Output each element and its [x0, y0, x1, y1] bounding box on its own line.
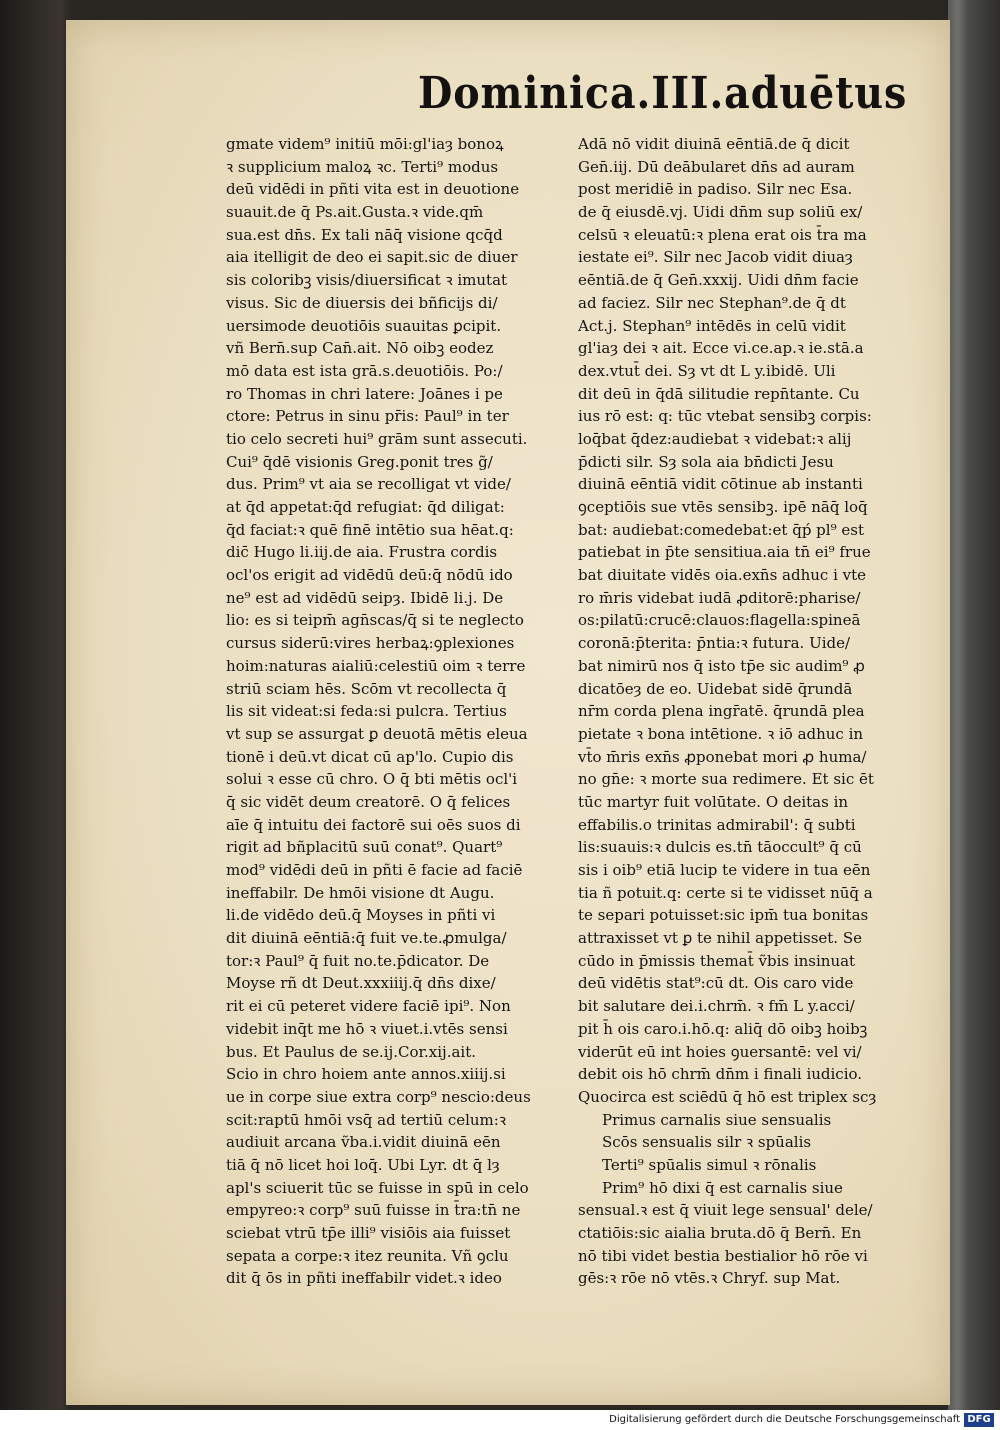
text-line: de q̄ eiusdē.vj. Uidi dn̄m sup soliū ex/ — [578, 203, 863, 222]
text-line: Quocirca est sciēdū q̄ hō est triplex scȝ — [578, 1087, 877, 1106]
text-line: ineffabilr. De hmōi visione dt Augu. — [226, 883, 495, 902]
text-line: ꝯceptiōis sue vtēs sensibꝫ. ipē nāq̄ loq̄ — [578, 498, 868, 516]
text-line: vt̄o m̄ris exn̄s ꝓponebat mori ꝓ huma/ — [578, 747, 867, 766]
text-line: effabilis.o trinitas admirabil': q̄ subti — [578, 815, 856, 834]
text-line: post meridiē in padiso. Silr nec Esa. — [578, 180, 853, 199]
text-line: dus. Prim⁹ vt aia se recolligat vt vide/ — [226, 475, 511, 494]
text-line: videbit inq̄t me hō ꝛ viuet.i.vtēs sensi — [226, 1019, 508, 1038]
text-line: os:pilatū:crucē:clauos:flagella:spineā — [578, 611, 861, 630]
text-line: ctore: Petrus in sinu pr̄is: Paul⁹ in ter — [226, 407, 509, 426]
text-line: gl'iaȝ dei ꝛ ait. Ecce vi.ce.ap.ꝛ ie.stā.a — [578, 339, 864, 358]
text-line: ad faciez. Silr nec Stephan⁹.de q̄ dt — [578, 293, 846, 312]
text-line: tio celo secreti hui⁹ grām sunt assecuti. — [226, 429, 528, 448]
text-line: ius rō est: q: tūc vtebat sensibꝫ corpis: — [578, 407, 872, 426]
text-line: ne⁹ est ad vidēdū seipȝ. Ibidē li.j. De — [226, 588, 504, 607]
text-line: rit ei cū peteret videre faciē ipi⁹. Non — [226, 997, 511, 1016]
text-line: apl's sciuerit tūc se fuisse in spū in celo — [226, 1178, 529, 1197]
text-line: lis sit videat:si feda:si pulcra. Tertius — [226, 702, 507, 721]
text-line: li.de vidēdo deū.q̄ Moyses in pñti vi — [226, 906, 496, 925]
text-line: deū vidēdi in pñti vita est in deuotione — [226, 180, 520, 199]
text-line: debit ois hō chrm̄ dn̄m i finali iudicio. — [578, 1065, 863, 1084]
text-line: Adā nō vidit diuinā eēntiā.de q̄ dicit — [578, 135, 850, 153]
text-line: bat diuitate vidēs oia.exn̄s adhuc i vte — [578, 566, 867, 585]
text-line: pietate ꝛ bona intētione. ꝛ iō adhuc in — [578, 724, 864, 743]
text-line: deū vidētis stat⁹:cū dt. Ois caro vide — [578, 974, 854, 993]
text-line: at q̄d appetat:q̄d refugiat: q̄d diligat: — [226, 498, 505, 516]
text-line: ꝛ supplicium maloꝝ ꝛc. Terti⁹ modus — [226, 157, 499, 176]
text-line: Scio in chro hoiem ante annos.xiiij.si — [226, 1065, 506, 1084]
text-line: ro Thomas in chri latere: Joānes i pe — [226, 384, 503, 403]
text-line: gmate videm⁹ initiū mōi:gl'iaȝ bonoꝝ — [226, 135, 504, 153]
text-line: hoim:naturas aialiū:celestiū oim ꝛ terre — [226, 656, 526, 675]
text-line: mō data est ista grā.s.deuotiōis. Po:/ — [226, 361, 503, 380]
text-line: sciebat vtrū tp̄e illi⁹ visiōis aia fuisset — [226, 1224, 511, 1242]
text-line: cursus siderū:vires herbaꝝ:ꝯplexiones — [226, 634, 515, 653]
text-line: dex.vtut̄ dei. Sȝ vt dt L y.ibidē. Uli — [578, 361, 836, 380]
text-line: q̄d faciat:ꝛ quē finē intētio sua hēat.q: — [226, 520, 514, 539]
text-line: scit:raptū hmōi vsq̄ ad tertiū celum:ꝛ — [226, 1110, 506, 1129]
text-line: suauit.de q̄ Ps.ait.Gusta.ꝛ vide.qm̄ — [226, 203, 484, 222]
text-line: ue in corpe siue extra corp⁹ nescio:deus — [226, 1087, 531, 1106]
text-line: no gn̄e: ꝛ morte sua redimere. Et sic ēt — [578, 770, 874, 789]
text-line: Act.j. Stephan⁹ intēdēs in celū vidit — [578, 316, 846, 335]
text-line: sepata a corpe:ꝛ itez reunita. Vñ ꝯclu — [226, 1246, 509, 1265]
text-line: dit deū in q̄dā silitudie repn̄tante. Cu — [578, 384, 860, 403]
text-line: vñ Bern̄.sup Can̄.ait. Nō oibꝫ eodez — [226, 339, 494, 358]
text-line: aia itelligit de deo ei sapit.sic de diuer — [226, 248, 518, 267]
text-line: ocl'os erigit ad vidēdū deū:q̄ nōdū ido — [226, 566, 513, 585]
text-line: dicatōeȝ de eo. Uidebat sidē q̄rundā — [578, 679, 853, 698]
text-line: lio: es si teipm̄ agn̄scas/q̄ si te neglecto — [226, 611, 524, 630]
text-line: Prim⁹ hō dixi q̄ est carnalis siue — [602, 1178, 843, 1197]
text-line: Moyse rñ dt Deut.xxxiiij.q̄ dn̄s dixe/ — [226, 974, 496, 993]
text-line: sensual.ꝛ est q̄ viuit lege sensual' dele/ — [578, 1201, 873, 1220]
text-line: sua.est dn̄s. Ex tali nāq̄ visione qcq̄d — [226, 225, 503, 244]
text-line: iestate ei⁹. Silr nec Jacob vidit diuaȝ — [578, 248, 853, 267]
text-line: attraxisset vt ꝑ te nihil appetisset. Se — [578, 929, 862, 948]
text-line: ctatiōis:sic aialia bruta.dō q̄ Bern̄. En — [578, 1224, 862, 1242]
text-line: uersimode deuotiōis suauitas ꝑcipit. — [226, 316, 502, 335]
adjacent-page-edge — [948, 0, 1000, 1410]
book-page — [66, 20, 950, 1405]
text-line: nō tibi videt bestia bestialior hō rōe vi — [578, 1246, 868, 1265]
text-line: lis:suauis:ꝛ dulcis es.tn̄ tāoccult⁹ q̄ cū — [578, 838, 862, 857]
dfg-logo: DFG — [964, 1413, 994, 1427]
text-line: tor:ꝛ Paul⁹ q̄ fuit no.te.p̄dicator. De — [226, 951, 490, 970]
text-line: dic̄ Hugo li.iij.de aia. Frustra cordis — [226, 543, 498, 562]
text-column-right — [578, 133, 940, 1290]
text-line: eēntiā.de q̄ Gen̄.xxxij. Uidi dn̄m facie — [578, 271, 859, 290]
text-line: visus. Sic de diuersis dei bñficijs di/ — [226, 293, 498, 312]
text-line: p̄dicti silr. Sȝ sola aia bn̄dicti Jesu — [578, 452, 834, 471]
text-line: Scōs sensualis silr ꝛ spūalis — [602, 1133, 812, 1152]
footer-credit: Digitalisierung gefördert durch die Deutsche Forschungsgemeinschaft — [609, 1414, 960, 1425]
text-line: bat nimirū nos q̄ isto tp̄e sic audim⁹ ꝓ — [578, 656, 865, 675]
text-line: bus. Et Paulus de se.ij.Cor.xij.ait. — [226, 1042, 477, 1061]
text-line: aīe q̄ intuitu dei factorē sui oēs suos di — [226, 815, 521, 834]
text-line: Gen̄.iij. Dū deābularet dn̄s ad auram — [578, 157, 855, 176]
text-line: tionē i deū.vt dicat cū ap'lo. Cupio dis — [226, 747, 514, 766]
text-line: sis i oib⁹ etiā lucip te videre in tua eēn — [578, 861, 871, 879]
text-line: empyreo:ꝛ corp⁹ suū fuisse in t̄ra:tn̄ ne — [226, 1201, 521, 1220]
text-line: nr̄m corda plena ingr̄atē. q̄rundā plea — [578, 702, 865, 721]
text-line: bit salutare dei.i.chrm̄. ꝛ fm̄ L y.acci/ — [578, 997, 855, 1016]
text-line: mod⁹ vidēdi deū in pñti ē facie ad faciē — [226, 861, 523, 879]
text-line: Terti⁹ spūalis simul ꝛ rōnalis — [602, 1155, 817, 1174]
digitization-footer — [0, 1410, 1000, 1430]
text-line: sis coloribꝫ visis/diuersificat ꝛ imutat — [226, 271, 508, 290]
text-line: patiebat in p̄te sensitiua.aia tn̄ ei⁹ frue — [578, 543, 871, 562]
text-line: striū sciam hēs. Scōm vt recollecta q̄ — [226, 679, 507, 698]
text-line: loq̄bat q̄dez:audiebat ꝛ videbat:ꝛ alij — [578, 429, 852, 448]
text-line: Cui⁹ q̄dē visionis Greg.ponit tres g̃/ — [226, 452, 493, 471]
text-line: ro m̄ris videbat iudā ꝓditorē:pharise/ — [578, 588, 861, 607]
text-line: viderūt eū int hoies ꝯuersantē: vel vi/ — [578, 1042, 862, 1061]
text-line: coronā:p̄terita: p̄ntia:ꝛ futura. Uide/ — [578, 634, 851, 653]
text-line: bat: audiebat:comedebat:et q̄ṕ pl⁹ est — [578, 520, 864, 539]
text-line: tiā q̄ nō licet hoi loq̄. Ubi Lyr. dt q̄ lȝ — [226, 1155, 500, 1174]
text-line: vt sup se assurgat ꝑ deuotā mētis eleua — [226, 724, 528, 743]
text-line: celsū ꝛ eleuatū:ꝛ plena erat ois t̄ra ma — [578, 225, 867, 244]
text-column-left — [226, 133, 588, 1290]
text-line: q̄ sic vidēt deum creatorē. O q̄ felices — [226, 792, 511, 811]
text-line: dit diuinā eēntiā:q̄ fuit ve.te.ꝓmulga/ — [226, 929, 507, 948]
page-header-title: Dominica.III.aduētus — [418, 68, 908, 119]
text-line: rigit ad bñplacitū suū conat⁹. Quart⁹ — [226, 838, 503, 857]
text-line: tūc martyr fuit volūtate. O deitas in — [578, 792, 849, 811]
text-line: Primus carnalis siue sensualis — [602, 1110, 832, 1129]
text-line: pit h̄ ois caro.i.hō.q: aliq̄ dō oibꝫ hoibꝫ — [578, 1019, 868, 1038]
text-line: tia ñ potuit.q: certe si te vidisset nūq̄ a — [578, 883, 873, 902]
text-line: dit q̄ ōs in pñti ineffabilr videt.ꝛ ideo — [226, 1269, 502, 1288]
text-line: te separi potuisset:sic ipm̄ tua bonitas — [578, 906, 869, 925]
text-line: cūdo in p̄missis themat̄ ṽbis insinuat — [578, 951, 856, 970]
text-line: audiuit arcana ṽba.i.vidit diuinā eēn — [226, 1133, 501, 1152]
text-line: solui ꝛ esse cū chro. O q̄ bti mētis ocl'i — [226, 770, 518, 789]
text-line: gēs:ꝛ rōe nō vtēs.ꝛ Chryf. sup Mat. — [578, 1269, 841, 1288]
text-line: diuinā eēntiā vidit cōtinue ab instanti — [578, 475, 863, 494]
